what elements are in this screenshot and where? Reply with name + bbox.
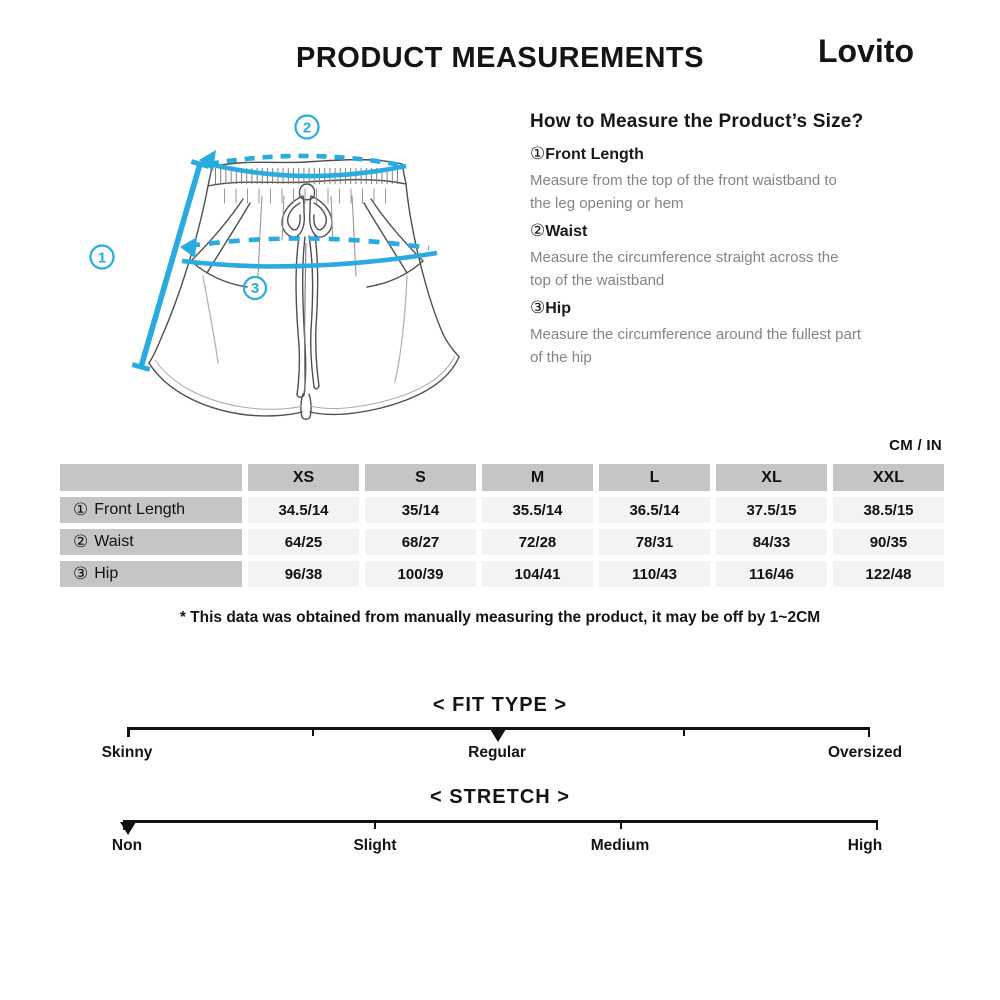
fit-type-title: < FIT TYPE > <box>432 694 568 716</box>
front-length-cap-bottom <box>132 365 149 370</box>
table-value-cell: 122/48 <box>833 561 944 587</box>
fit-label-regular: Regular <box>468 744 526 761</box>
waist-ellipse-dashed <box>209 156 406 166</box>
scale-line <box>123 820 878 823</box>
table-value-cell: 35.5/14 <box>482 497 593 523</box>
table-value-cell: 36.5/14 <box>599 497 710 523</box>
stretch-scale <box>123 820 878 844</box>
table-corner-cell <box>60 464 242 491</box>
fit-label-oversized: Oversized <box>827 744 903 761</box>
table-value-cell: 68/27 <box>365 529 476 555</box>
measure-item-desc: Measure the circumference around the fullest part of the hip <box>530 326 862 366</box>
table-value-cell: 35/14 <box>365 497 476 523</box>
table-value-cell: 38.5/15 <box>833 497 944 523</box>
stretch-label-slight: Slight <box>353 837 397 854</box>
measure-item-desc: Measure from the top of the front waistband to the leg opening or hem <box>530 172 837 212</box>
measure-item-front-length <box>530 144 942 215</box>
stretch-title: < STRETCH > <box>430 786 570 808</box>
circled-number: ② <box>530 221 546 240</box>
marker-1 <box>91 246 114 269</box>
front-length-line <box>141 164 200 367</box>
unit-label: CM / IN <box>889 437 942 454</box>
scale-tick <box>374 820 376 829</box>
scale-end-tick <box>127 727 130 737</box>
table-row-label: ③ Hip <box>60 561 242 587</box>
table-value-cell: 34.5/14 <box>248 497 359 523</box>
stretch-label-high: High <box>847 837 883 854</box>
scale-end-tick <box>876 820 879 830</box>
page-title: PRODUCT MEASUREMENTS <box>296 42 704 74</box>
measure-item-title: ③Hip <box>530 298 572 317</box>
table-col-header: L <box>599 464 710 491</box>
measure-item-title: ①Front Length <box>530 144 644 163</box>
waistband-shirring <box>215 176 399 196</box>
table-value-cell: 100/39 <box>365 561 476 587</box>
table-value-cell: 116/46 <box>716 561 827 587</box>
scale-end-tick <box>868 727 871 737</box>
table-col-header: XL <box>716 464 827 491</box>
svg-text:1: 1 <box>97 249 107 267</box>
how-to-heading: How to Measure the Product’s Size? <box>530 111 864 132</box>
table-value-cell: 104/41 <box>482 561 593 587</box>
table-value-cell: 37.5/15 <box>716 497 827 523</box>
table-col-header: S <box>365 464 476 491</box>
stretch-label-non: Non <box>111 837 143 854</box>
scale-tick <box>620 820 622 829</box>
table-col-header: M <box>482 464 593 491</box>
table-value-cell: 72/28 <box>482 529 593 555</box>
hip-arrow <box>180 237 197 258</box>
measure-item-hip <box>530 298 942 369</box>
table-value-cell: 84/33 <box>716 529 827 555</box>
table-value-cell: 96/38 <box>248 561 359 587</box>
svg-text:2: 2 <box>302 119 312 137</box>
measure-item-waist <box>530 221 942 292</box>
table-value-cell: 64/25 <box>248 529 359 555</box>
scale-tick <box>683 727 685 736</box>
measure-item-desc: Measure the circumference straight across the top of the waistband <box>530 249 839 289</box>
table-col-header: XS <box>248 464 359 491</box>
fit-label-skinny: Skinny <box>101 744 153 761</box>
table-value-cell: 90/35 <box>833 529 944 555</box>
shorts-measurement-diagram <box>40 95 540 440</box>
fit-type-marker <box>490 729 506 742</box>
table-row-label: ① Front Length <box>60 497 242 523</box>
table-row-label: ② Waist <box>60 529 242 555</box>
table-value-cell: 110/43 <box>599 561 710 587</box>
stretch-label-medium: Medium <box>590 837 650 854</box>
table-value-cell: 78/31 <box>599 529 710 555</box>
measure-item-title: ②Waist <box>530 221 588 240</box>
size-table <box>60 464 944 587</box>
svg-text:3: 3 <box>250 280 260 297</box>
circled-number: ③ <box>530 298 546 317</box>
marker-3 <box>244 277 266 299</box>
how-to-section <box>530 112 942 375</box>
circled-number: ① <box>530 144 546 163</box>
scale-tick <box>312 727 314 736</box>
table-col-header: XXL <box>833 464 944 491</box>
shorts-line-art <box>149 160 459 420</box>
stretch-marker <box>120 822 136 835</box>
disclaimer-note: * This data was obtained from manually measuring the product, it may be off by 1~2CM <box>179 609 821 626</box>
hip-ellipse-solid <box>182 253 437 266</box>
brand-logo: Lovito <box>818 33 914 69</box>
marker-2 <box>296 116 319 139</box>
